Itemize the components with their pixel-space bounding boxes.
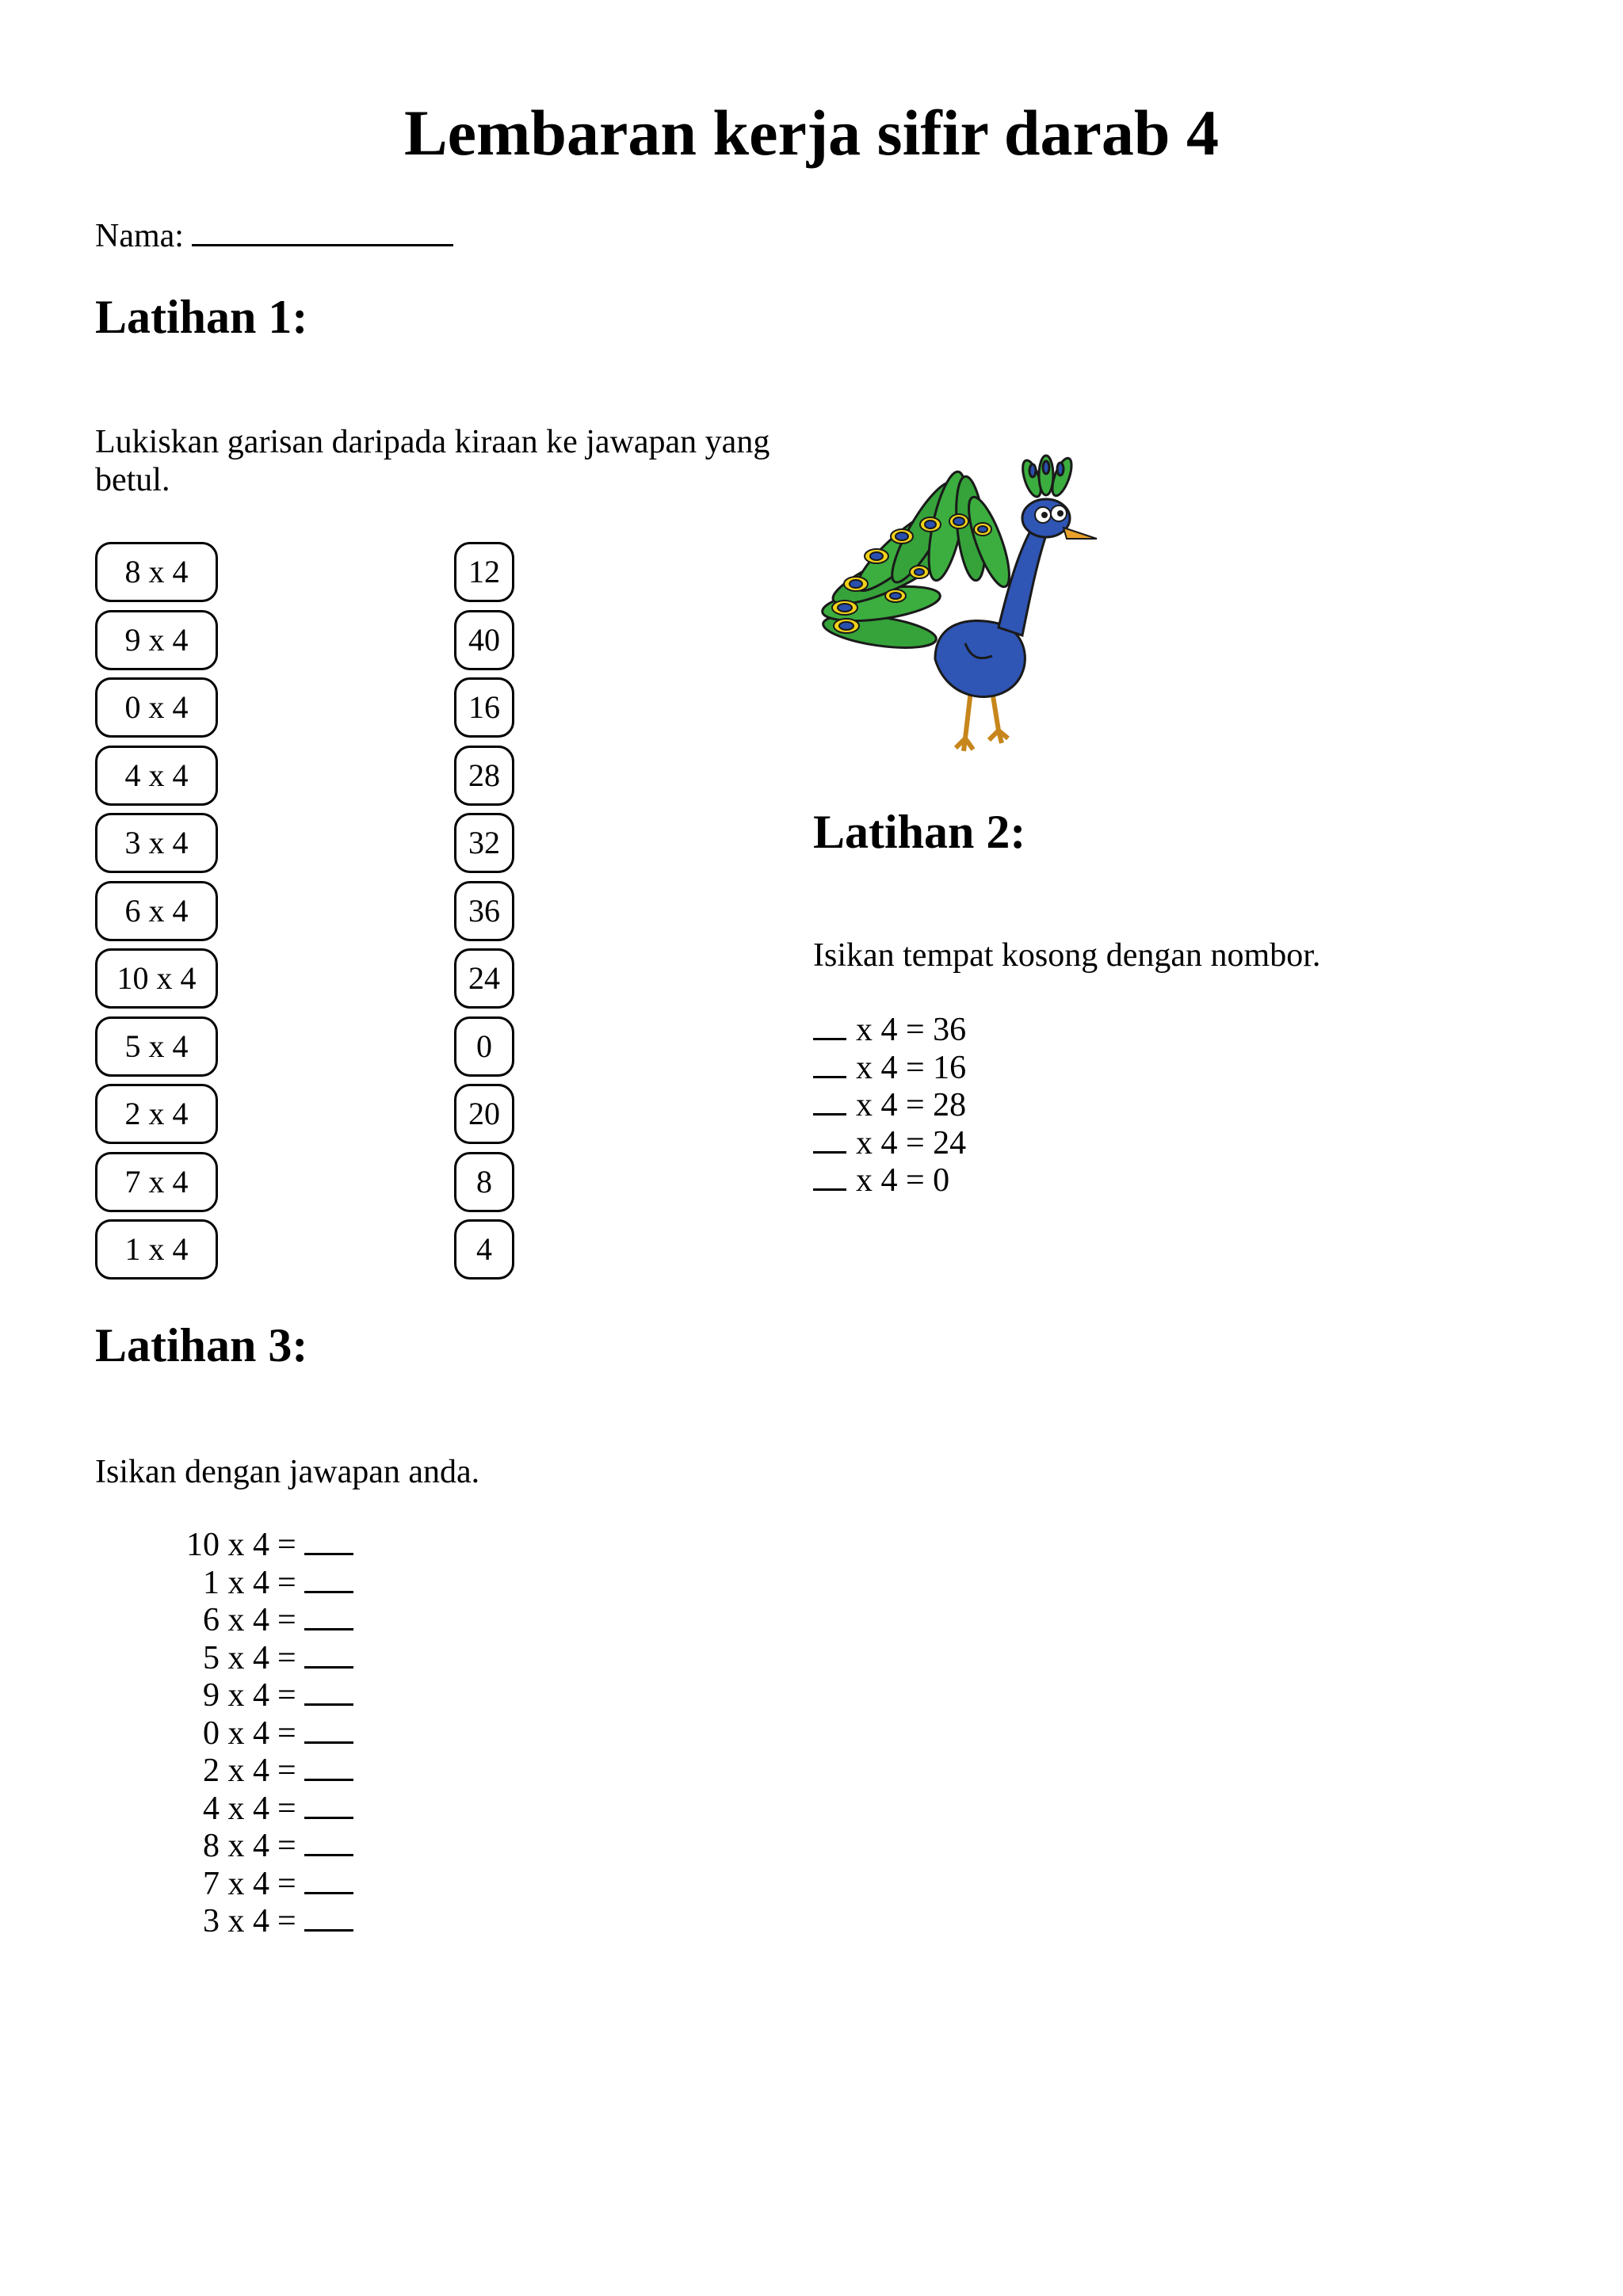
equals-sign: = xyxy=(277,1602,296,1638)
answer-box[interactable]: 16 xyxy=(454,677,514,738)
equals-sign: = xyxy=(277,1790,296,1827)
equals-sign: = xyxy=(277,1527,296,1563)
fill-in-row xyxy=(813,1049,966,1087)
answer-box[interactable]: 40 xyxy=(454,610,514,670)
exercise1-instruction: Lukiskan garisan daripada kiraan ke jawapan yang betul. xyxy=(95,424,770,498)
equation-text: x 4 = 36 xyxy=(856,1012,967,1048)
exercise2-heading: Latihan 2: xyxy=(813,806,1026,858)
question-box[interactable]: 0 x 4 xyxy=(95,677,218,738)
answer-row xyxy=(151,1902,353,1940)
exercise2-instruction: Isikan tempat kosong dengan nombor. xyxy=(813,937,1321,974)
answer-blank[interactable] xyxy=(304,1676,353,1706)
answer-blank[interactable] xyxy=(813,1011,846,1040)
equation-text: 10 x 4 xyxy=(186,1527,269,1563)
answer-row xyxy=(151,1827,353,1865)
answer-row xyxy=(151,1526,353,1564)
answer-blank[interactable] xyxy=(813,1161,846,1191)
answer-blank[interactable] xyxy=(304,1564,353,1593)
question-box[interactable]: 3 x 4 xyxy=(95,813,218,873)
equation-text: 7 x 4 xyxy=(203,1865,269,1902)
equals-sign: = xyxy=(277,1865,296,1902)
answer-blank[interactable] xyxy=(813,1086,846,1116)
fill-in-row xyxy=(813,1124,966,1162)
fill-in-row xyxy=(813,1011,966,1049)
equals-sign: = xyxy=(277,1677,296,1714)
name-blank-line[interactable] xyxy=(192,212,453,246)
equation-text: x 4 = 24 xyxy=(856,1124,967,1161)
equals-sign: = xyxy=(277,1714,296,1752)
answer-box[interactable]: 24 xyxy=(454,948,514,1009)
exercise2-list xyxy=(813,1011,966,1199)
answer-box[interactable]: 8 xyxy=(454,1152,514,1212)
question-box[interactable]: 2 x 4 xyxy=(95,1084,218,1144)
equals-sign: = xyxy=(277,1753,296,1789)
answer-blank[interactable] xyxy=(304,1865,353,1894)
equation-text: x 4 = 28 xyxy=(856,1087,967,1123)
equals-sign: = xyxy=(277,1564,296,1601)
question-box[interactable]: 7 x 4 xyxy=(95,1152,218,1212)
answer-row xyxy=(151,1601,353,1639)
question-box[interactable]: 9 x 4 xyxy=(95,610,218,670)
name-label: Nama: xyxy=(95,218,184,254)
equals-sign: = xyxy=(277,1828,296,1864)
answer-row xyxy=(151,1790,353,1828)
answer-blank[interactable] xyxy=(304,1902,353,1932)
page-title: Lembaran kerja sifir darab 4 xyxy=(403,97,1219,169)
fill-in-row xyxy=(813,1086,966,1124)
answer-row xyxy=(151,1639,353,1677)
answer-row xyxy=(151,1752,353,1790)
exercise3-list xyxy=(151,1526,353,1940)
exercise3-heading: Latihan 3: xyxy=(95,1319,308,1371)
equals-sign: = xyxy=(277,1903,296,1939)
equation-text: x 4 = 0 xyxy=(856,1162,950,1199)
answer-box[interactable]: 12 xyxy=(454,542,514,602)
question-box[interactable]: 8 x 4 xyxy=(95,542,218,602)
equation-text: 9 x 4 xyxy=(203,1677,269,1714)
exercise3-instruction: Isikan dengan jawapan anda. xyxy=(95,1454,480,1490)
question-box[interactable]: 1 x 4 xyxy=(95,1219,218,1280)
answer-box[interactable]: 32 xyxy=(454,813,514,873)
answer-blank[interactable] xyxy=(813,1049,846,1078)
equation-text: x 4 = 16 xyxy=(856,1049,967,1086)
equation-text: 5 x 4 xyxy=(203,1639,269,1676)
answer-blank[interactable] xyxy=(304,1714,353,1744)
answer-row xyxy=(151,1564,353,1602)
answer-blank[interactable] xyxy=(304,1601,353,1630)
answer-blank[interactable] xyxy=(813,1124,846,1154)
exercise1-heading: Latihan 1: xyxy=(95,291,308,343)
fill-in-row xyxy=(813,1161,966,1199)
answer-box[interactable]: 0 xyxy=(454,1016,514,1077)
question-box[interactable]: 4 x 4 xyxy=(95,746,218,806)
answer-box[interactable]: 20 xyxy=(454,1084,514,1144)
equation-text: 1 x 4 xyxy=(203,1564,269,1601)
question-box[interactable]: 10 x 4 xyxy=(95,948,218,1009)
equation-text: 0 x 4 xyxy=(203,1714,269,1752)
equals-sign: = xyxy=(277,1639,296,1676)
answer-row xyxy=(151,1865,353,1903)
answer-blank[interactable] xyxy=(304,1827,353,1856)
answer-blank[interactable] xyxy=(304,1526,353,1555)
answer-blank[interactable] xyxy=(304,1752,353,1781)
peacock-illustration xyxy=(808,453,1109,764)
answer-blank[interactable] xyxy=(304,1639,353,1669)
equation-text: 3 x 4 xyxy=(203,1903,269,1939)
answer-blank[interactable] xyxy=(304,1790,353,1819)
answer-row xyxy=(151,1676,353,1714)
exercise1-answer-column xyxy=(454,542,514,1287)
name-field xyxy=(95,212,453,257)
exercise1-question-column xyxy=(95,542,218,1287)
answer-box[interactable]: 4 xyxy=(454,1219,514,1280)
question-box[interactable]: 6 x 4 xyxy=(95,881,218,941)
answer-box[interactable]: 36 xyxy=(454,881,514,941)
equation-text: 4 x 4 xyxy=(203,1790,269,1827)
equation-text: 2 x 4 xyxy=(203,1753,269,1789)
equation-text: 6 x 4 xyxy=(203,1602,269,1638)
answer-row xyxy=(151,1714,353,1753)
answer-box[interactable]: 28 xyxy=(454,746,514,806)
equation-text: 8 x 4 xyxy=(203,1828,269,1864)
question-box[interactable]: 5 x 4 xyxy=(95,1016,218,1077)
